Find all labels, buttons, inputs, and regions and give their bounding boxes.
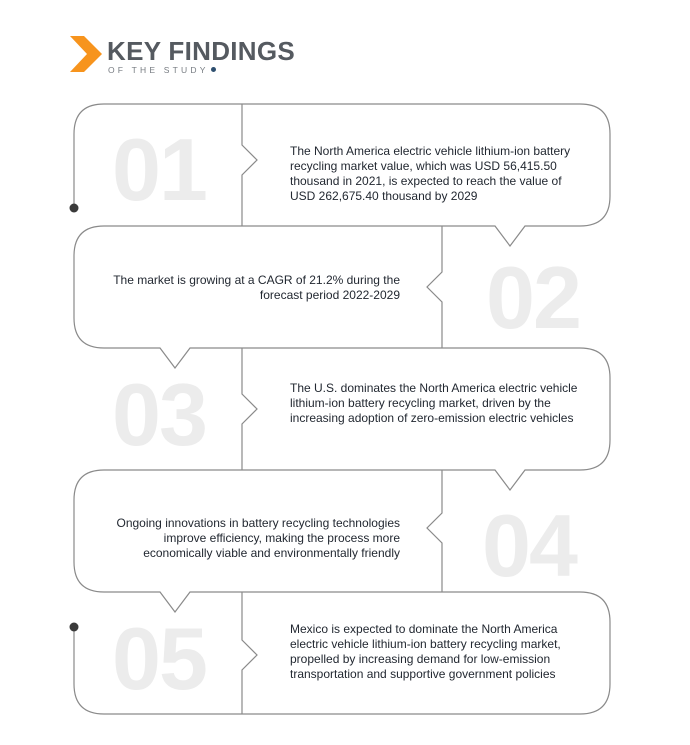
finding-text-02: The market is growing at a CAGR of 21.2% during the forecast period 2022-2029	[113, 273, 400, 302]
page-title: KEY FINDINGS	[107, 36, 296, 66]
page-subtitle: OF THE STUDY	[108, 65, 216, 75]
finding-number-04: 04	[482, 496, 576, 595]
finding-text-04: Ongoing innovations in battery recycling technologies improve efficiency, making the process more economically viable and environmentally friendly	[116, 516, 400, 560]
finding-text-03: The U.S. dominates the North America electric vehicle lithium-ion battery recycling market, driven by the increasing adoption of zero-emission electric vehicles	[290, 381, 578, 425]
finding-number-05: 05	[112, 609, 206, 708]
finding-text-05: Mexico is expected to dominate the North America electric vehicle lithium-ion battery recycling market, propelled by increasing demand for low-emission transportation and supportive government policies	[290, 622, 561, 681]
finding-number-03: 03	[112, 365, 206, 464]
finding-number-02: 02	[486, 248, 580, 347]
start-dot-icon	[70, 204, 79, 213]
end-dot-icon	[70, 623, 79, 632]
finding-number-01: 01	[112, 120, 206, 219]
finding-text-01: The North America electric vehicle lithium-ion battery recycling market value, which was USD 56,415.50 thousand in 2021, is expected to reach the value of USD 262,675.40 thousand by 2029	[290, 144, 571, 203]
